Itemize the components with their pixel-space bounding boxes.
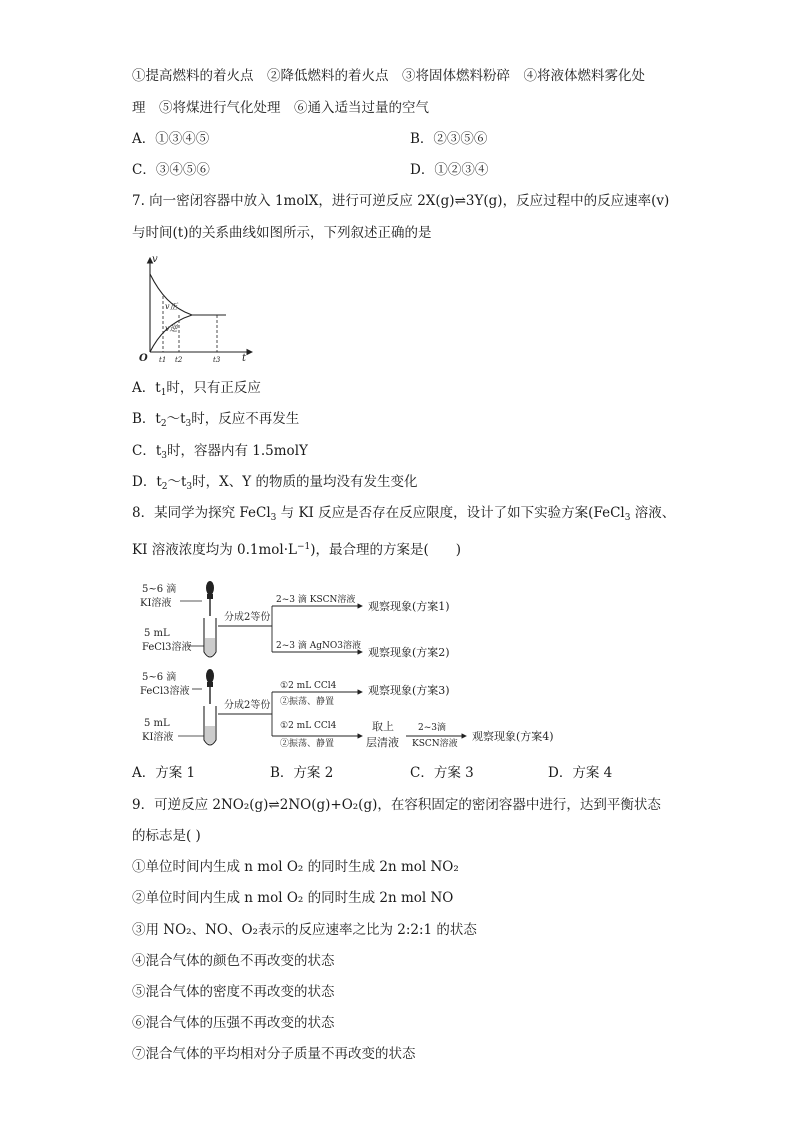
q6-option-b: B．②③⑤⑥ xyxy=(410,131,488,147)
q6-items-line2: 理 ⑤将煤进行气化处理 ⑥通入适当过量的空气 xyxy=(132,100,429,116)
branch4-step1: ①2 mL CCl4 xyxy=(280,721,337,731)
branch4-take-1: 取上 xyxy=(372,720,394,733)
q9-statement-4: ④混合气体的颜色不再改变的状态 xyxy=(132,953,335,969)
top-dropper-icon xyxy=(206,581,214,616)
q8-option-b: B．方案 2 xyxy=(270,765,334,781)
top-tube-liquid xyxy=(205,638,215,656)
forward-rate-curve xyxy=(150,274,226,315)
branch2-reagent: 2~3 滴 AgNO3溶液 xyxy=(276,641,361,651)
bottom-dropper-label-1: 5~6 滴 xyxy=(142,672,177,683)
top-tube-label-2: FeCl3溶液 xyxy=(142,642,192,653)
q8-stem-line2: KI 溶液浓度均为 $0.1mol\cdot L^{-1}$)，最合理的方案是( ) xyxy=(132,542,462,558)
branch4-step2: ②振荡、静置 xyxy=(280,739,335,749)
branch3-result: 观察现象(方案3) xyxy=(368,684,450,697)
branch2-result: 观察现象(方案2) xyxy=(368,646,450,659)
branch4-reagent-top: 2~3滴 xyxy=(418,723,446,733)
experiment-diagram xyxy=(134,580,574,752)
q8-option-a: A．方案 1 xyxy=(132,765,196,781)
origin-label: O xyxy=(139,353,148,364)
branch1-result: 观察现象(方案1) xyxy=(368,600,450,613)
q9-statement-1: ①单位时间内生成 n mol O₂ 的同时生成 2n mol NO₂ xyxy=(132,859,459,875)
branch1-reagent: 2~3 滴 KSCN溶液 xyxy=(276,595,356,605)
branch4-reagent-bottom: KSCN溶液 xyxy=(412,739,458,749)
q6-items-line1: ①提高燃料的着火点 ②降低燃料的着火点 ③将固体燃料粉碎 ④将液体燃料雾化处 xyxy=(132,68,645,84)
q9-statement-5: ⑤混合气体的密度不再改变的状态 xyxy=(132,984,335,1000)
bottom-dropper-label-2: FeCl3溶液 xyxy=(140,686,190,697)
tick-t2: t2 xyxy=(175,356,183,364)
top-dropper-label-1: 5~6 滴 xyxy=(142,584,177,595)
q8-option-c: C．方案 3 xyxy=(410,765,474,781)
reverse-rate-curve xyxy=(150,315,192,352)
bottom-tube-label-1: 5 mL xyxy=(144,718,170,729)
q8-stem-line1: 8．某同学为探究 FeCl$_3$ 与 KI 反应是否存在反应限度，设计了如下实验方案(FeCl$_3$ 溶液、 xyxy=(132,505,676,523)
rate-time-graph xyxy=(134,252,258,366)
x-axis-label: t xyxy=(242,353,247,364)
branch3-step1: ①2 mL CCl4 xyxy=(280,681,337,691)
q7-stem-line1: 7. 向一密闭容器中放入 1molX，进行可逆反应 2X(g)⇌3Y(g)，反应过程中的反应速率(v) xyxy=(132,193,670,209)
q9-statement-3: ③用 NO₂、NO、O₂表示的反应速率之比为 2:2:1 的状态 xyxy=(132,922,477,938)
q7-option-c: C．$t_3$时，容器内有 1.5molY xyxy=(132,443,308,461)
branch3-step2: ②振荡、静置 xyxy=(280,697,335,707)
q6-option-a: A．①③④⑤ xyxy=(132,131,210,147)
q9-statement-6: ⑥混合气体的压强不再改变的状态 xyxy=(132,1015,335,1031)
bottom-tube-liquid xyxy=(205,726,215,744)
reverse-rate-label: v逆 xyxy=(165,324,178,333)
q6-option-c: C．③④⑤⑥ xyxy=(132,162,210,178)
forward-rate-label: v正 xyxy=(165,302,178,311)
q7-option-d: D．$t_2\sim t_3$时，X、Y 的物质的量均没有发生变化 xyxy=(132,474,418,492)
q8-option-d: D．方案 4 xyxy=(548,765,613,781)
q9-statement-2: ②单位时间内生成 n mol O₂ 的同时生成 2n mol NO xyxy=(132,890,454,906)
branch4-take-2: 层清液 xyxy=(366,736,399,749)
q7-stem-line2: 与时间(t)的关系曲线如图所示，下列叙述正确的是 xyxy=(132,225,432,241)
branch4-result: 观察现象(方案4) xyxy=(472,730,554,743)
bottom-split-label: 分成2等份 xyxy=(224,700,271,711)
bottom-tube-label-2: KI溶液 xyxy=(142,732,174,743)
top-dropper-label-2: KI溶液 xyxy=(140,598,172,609)
q6-option-d: D．①②③④ xyxy=(410,162,489,178)
tick-t3: t3 xyxy=(213,356,221,364)
top-tube-label-1: 5 mL xyxy=(144,628,170,639)
q7-option-b: B．$t_2\sim t_3$时，反应不再发生 xyxy=(132,411,300,429)
q9-stem-line2: 的标志是( ) xyxy=(132,828,201,844)
q7-option-a: A．$t_1$时，只有正反应 xyxy=(132,380,261,398)
top-split-label: 分成2等份 xyxy=(224,612,271,623)
q9-stem-line1: 9．可逆反应 2NO₂(g)⇌2NO(g)+O₂(g)，在容积固定的密闭容器中进行，达到平衡状态 xyxy=(132,797,661,813)
q9-statement-7: ⑦混合气体的平均相对分子质量不再改变的状态 xyxy=(132,1046,416,1062)
tick-t1: t1 xyxy=(159,356,167,364)
y-axis-label: v xyxy=(152,254,158,265)
bottom-dropper-icon xyxy=(206,669,214,704)
